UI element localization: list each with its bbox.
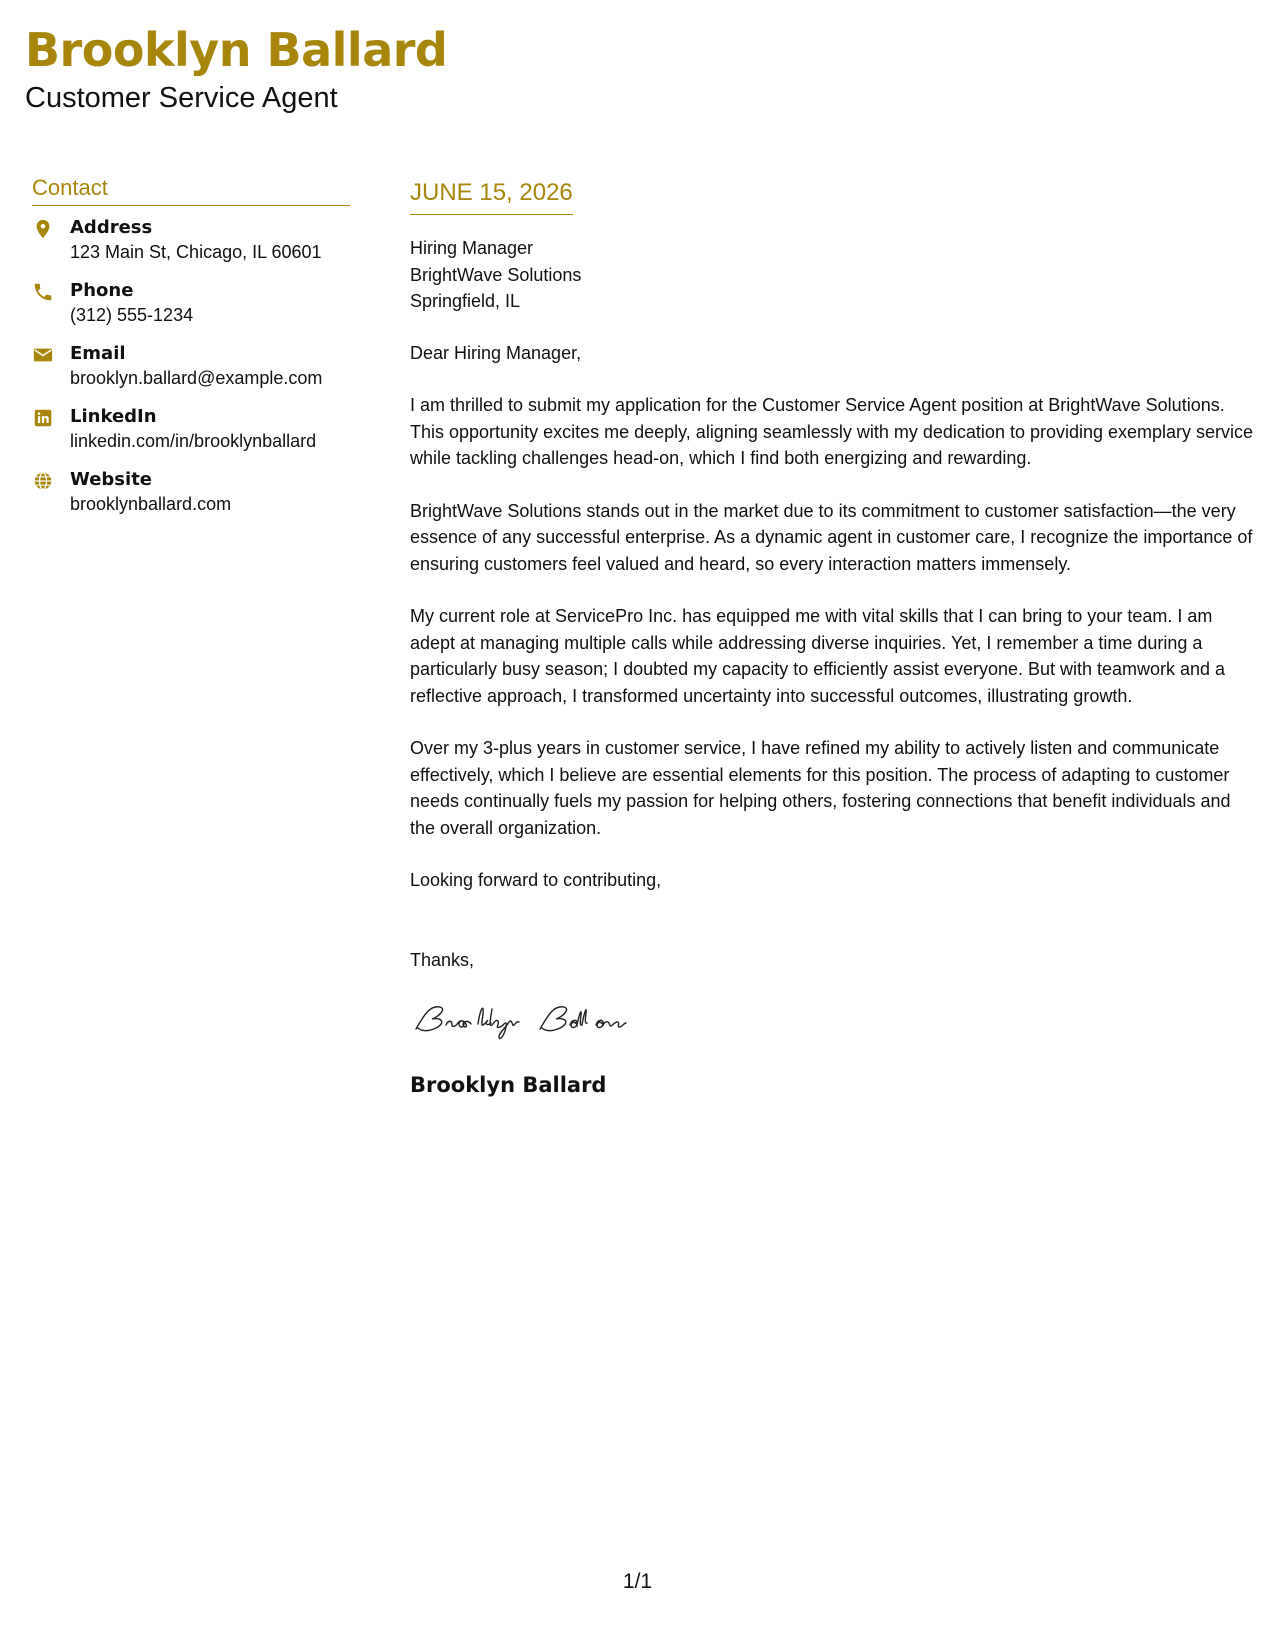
contact-heading: Contact bbox=[32, 175, 350, 206]
map-pin-icon bbox=[32, 218, 54, 240]
recipient-line: Hiring Manager bbox=[410, 238, 534, 258]
closing-line: Looking forward to contributing, bbox=[410, 870, 662, 890]
contact-value-address: 123 Main St, Chicago, IL 60601 bbox=[70, 242, 322, 262]
contact-label-linkedin: LinkedIn bbox=[70, 406, 157, 427]
contact-value-phone: (312) 555-1234 bbox=[70, 305, 194, 325]
recipient-line: Springfield, IL bbox=[410, 291, 521, 311]
body-paragraph: I am thrilled to submit my application for the Customer Service Agent position at BrightWave Solutions. This opportunity excites me deeply, aligning seamlessly with my dedication to providing exemplary service while tackling challenges head-on, which I find both energizing and rewarding. bbox=[410, 395, 1254, 468]
contact-item-linkedin bbox=[32, 405, 350, 468]
cover-letter bbox=[410, 178, 1260, 1097]
envelope-icon bbox=[32, 344, 54, 366]
body-paragraph: My current role at ServicePro Inc. has equipped me with vital skills that I can bring to your team. I am adept at managing multiple calls while addressing diverse inquiries. Yet, I remember a time during a particularly busy season; I doubted my capacity to efficiently assist everyone. But with teamwork and a reflective approach, I transformed uncertainty into successful outcomes, illustrating growth. bbox=[410, 606, 1226, 706]
contact-item-phone bbox=[32, 279, 350, 342]
globe-icon bbox=[32, 470, 54, 492]
applicant-job-title: Customer Service Agent bbox=[25, 82, 338, 114]
contact-label-address: Address bbox=[70, 217, 153, 238]
body-paragraph: BrightWave Solutions stands out in the market due to its commitment to customer satisfaction—the very essence of any successful enterprise. As a dynamic agent in customer care, I recognize the importance of ensuring customers feel valued and heard, so every interaction matters immensely. bbox=[410, 500, 1253, 574]
salutation: Dear Hiring Manager, bbox=[410, 342, 582, 363]
contact-label-phone: Phone bbox=[70, 280, 134, 301]
contact-item-email bbox=[32, 342, 350, 405]
page-number: 1/1 bbox=[622, 1570, 653, 1593]
contact-value-email[interactable]: brooklyn.ballard@example.com bbox=[70, 368, 323, 388]
contact-label-email: Email bbox=[70, 343, 126, 364]
handwritten-signature bbox=[410, 995, 670, 1043]
contact-sidebar bbox=[32, 175, 350, 531]
contact-item-address bbox=[32, 216, 350, 279]
linkedin-icon bbox=[32, 407, 54, 429]
signoff: Thanks, bbox=[410, 949, 475, 970]
applicant-name: Brooklyn Ballard bbox=[25, 23, 448, 77]
recipient-block bbox=[410, 235, 1260, 315]
contact-value-linkedin[interactable]: linkedin.com/in/brooklynballard bbox=[70, 431, 317, 451]
signed-name: Brooklyn Ballard bbox=[410, 1073, 607, 1097]
phone-icon bbox=[32, 281, 54, 303]
contact-label-website: Website bbox=[70, 469, 153, 490]
letter-date: JUNE 15, 2026 bbox=[410, 178, 573, 215]
recipient-line: BrightWave Solutions bbox=[410, 264, 582, 285]
contact-item-website bbox=[32, 468, 350, 531]
contact-value-website[interactable]: brooklynballard.com bbox=[70, 494, 232, 514]
contact-list bbox=[32, 216, 350, 531]
body-paragraph: Over my 3-plus years in customer service, I have refined my ability to actively listen and communicate effectively, which I believe are essential elements for this position. The process of adapting to customer needs continually fuels my passion for helping others, fostering connections that benefit individuals and the overall organization. bbox=[410, 738, 1231, 838]
